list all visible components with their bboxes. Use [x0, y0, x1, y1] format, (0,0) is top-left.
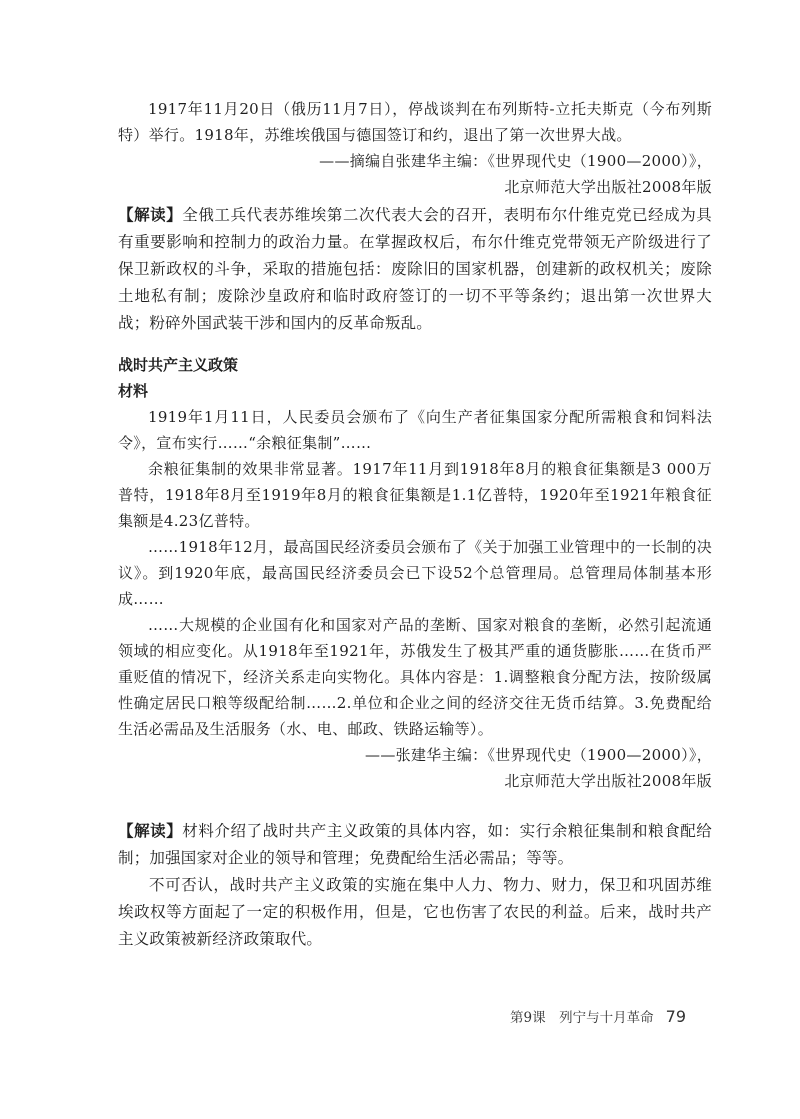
interpretation-text: 全俄工兵代表苏维埃第二次代表大会的召开，表明布尔什维克党已经成为具有重要影响和控制力的政治力量。在掌握政权后，布尔什维克党带领无产阶级进行了保卫新政权的斗争，采取的措施包括：废除旧的国家机器，创建新的政权机关；废除土地私有制；废除沙皇政府和临时政府签订的一切不平等条约；退出第一次世界大战；粉碎外国武装干涉和国内的反革命叛乱。	[118, 206, 712, 332]
quote-text: 1917年11月20日（俄历11月7日），停战谈判在布列斯特-立托夫斯克（今布列斯特）举行。1918年，苏维埃俄国与德国签订和约，退出了第一次世界大战。	[118, 100, 712, 144]
top-quote	[118, 96, 712, 200]
lesson-title: 第9课 列宁与十月革命	[510, 1010, 654, 1026]
interpretation-1	[118, 202, 712, 337]
material-paragraph: 余粮征集制的效果非常显著。1917年11月到1918年8月的粮食征集额是3 000万普特，1918年8月至1919年8月的粮食征集额是1.1亿普特，1920年至1921年粮食征集额是4.23亿普特。	[118, 460, 712, 530]
material-paragraph: ……1918年12月，最高国民经济委员会颁布了《关于加强工业管理中的一长制的决议》。到1920年底，最高国民经济委员会已下设52个总管理局。总管理局体制基本形成……	[118, 538, 712, 608]
section-title: 战时共产主义政策	[118, 356, 239, 374]
material-paragraph: 1919年1月11日，人民委员会颁布了《向生产者征集国家分配所需粮食和饲料法令》，宣布实行……“余粮征集制”……	[118, 408, 712, 452]
page-footer	[510, 1006, 686, 1026]
interpretation-2	[118, 818, 712, 953]
quote-citation-line2: 北京师范大学出版社2008年版	[504, 178, 712, 196]
material-paragraph: ……大规模的企业国有化和国家对产品的垄断、国家对粮食的垄断，必然引起流通领域的相应变化。从1918年至1921年，苏俄发生了极其严重的通货膨胀……在货币严重贬值的情况下，经济关系走向实物化。具体内容是：1.调整粮食分配方法，按阶级属性确定居民口粮等级配给制……2.单位和企业之间的经济交往无货币结算。3.免费配给生活必需品及生活服务（水、电、邮政、铁路运输等）。	[118, 616, 712, 738]
material-label: 材料	[118, 382, 149, 400]
interpretation-paragraph	[118, 202, 712, 337]
material-citation-line1: ——张建华主编：《世界现代史（1900—2000）》，	[365, 746, 712, 764]
interpretation-tag: 【解读】	[118, 822, 183, 840]
page-number: 79	[665, 1007, 686, 1026]
war-communism-section	[118, 352, 712, 794]
quote-citation-line1: ——摘编自张建华主编：《世界现代史（1900—2000）》，	[319, 152, 712, 170]
interpretation-text: 材料介绍了战时共产主义政策的具体内容，如：实行余粮征集制和粮食配给制；加强国家对企业的领导和管理；免费配给生活必需品；等等。	[118, 822, 712, 867]
interpretation-tag: 【解读】	[118, 206, 183, 224]
material-citation-line2: 北京师范大学出版社2008年版	[504, 772, 712, 790]
interpretation-followup: 不可否认，战时共产主义政策的实施在集中人力、物力、财力，保卫和巩固苏维埃政权等方面起了一定的积极作用，但是，它也伤害了农民的利益。后来，战时共产主义政策被新经济政策取代。	[118, 876, 712, 948]
interpretation-paragraph	[118, 818, 712, 872]
